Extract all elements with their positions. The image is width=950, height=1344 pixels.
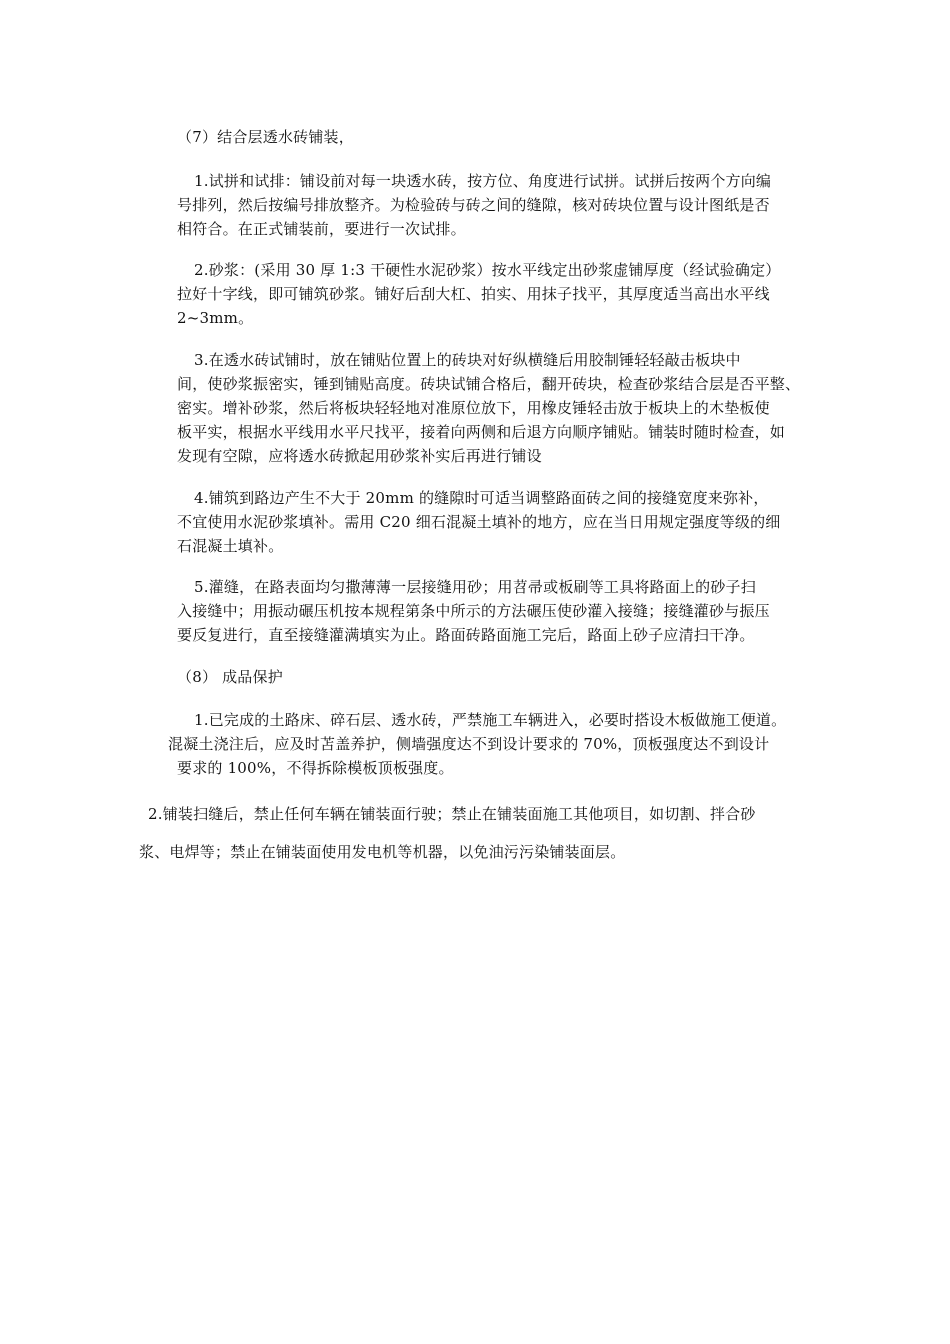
paragraph-line: 2~3mm。 — [177, 309, 254, 327]
paragraph-line: 浆、电焊等；禁止在铺装面使用发电机等机器，以免油污污染铺装面层。 — [139, 843, 626, 861]
paragraph-line: 拉好十字线，即可铺筑砂浆。铺好后刮大杠、拍实、用抹子找平，其厚度适当高出水平线 — [177, 285, 770, 303]
paragraph-line: 号排列，然后按编号排放整齐。为检验砖与砖之间的缝隙，核对砖块位置与设计图纸是否 — [177, 196, 770, 214]
paragraph-line: 4.铺筑到路边产生不大于 20mm 的缝隙时可适当调整路面砖之间的接缝宽度来弥补， — [194, 489, 769, 507]
paragraph-line: 间，使砂浆振密实，锤到铺贴高度。砖块试铺合格后，翻开砖块，检查砂浆结合层是否平整、 — [177, 375, 801, 393]
section-8-heading: （8） 成品保护 — [177, 668, 283, 686]
paragraph-line: 入接缝中；用振动碾压机按本规程第条中所示的方法碾压使砂灌入接缝；接缝灌砂与振压 — [177, 602, 770, 620]
paragraph-line: 板平实，根据水平线用水平尺找平，接着向两侧和后退方向顺序铺贴。铺装时随时检查，如 — [177, 423, 786, 441]
paragraph-line: 2.砂浆：(采用 30 厚 1:3 干硬性水泥砂浆）按水平线定出砂浆虚铺厚度（经试验确定） — [194, 261, 781, 279]
paragraph-line: 2.铺装扫缝后，禁止任何车辆在铺装面行驶；禁止在铺装面施工其他项目，如切割、拌合砂 — [148, 805, 756, 823]
paragraph-line: 发现有空隙，应将透水砖掀起用砂浆补实后再进行铺设 — [177, 447, 542, 465]
paragraph-line: 1.试拼和试排：铺设前对每一块透水砖，按方位、角度进行试拼。试拼后按两个方向编 — [194, 172, 772, 190]
paragraph-line: 混凝土浇注后，应及时苫盖养护，侧墙强度达不到设计要求的 70%，顶板强度达不到设计 — [168, 735, 770, 753]
paragraph-line: 1.已完成的土路床、碎石层、透水砖，严禁施工车辆进入，必要时搭设木板做施工便道。 — [194, 711, 787, 729]
paragraph-line: 石混凝土填补。 — [177, 537, 284, 555]
paragraph-line: 不宜使用水泥砂浆填补。需用 C20 细石混凝土填补的地方，应在当日用规定强度等级的细 — [177, 513, 781, 531]
paragraph-line: 要求的 100%，不得拆除模板顶板强度。 — [177, 759, 454, 777]
paragraph-line: 3.在透水砖试铺时，放在铺贴位置上的砖块对好纵横缝后用胶制锤轻轻敲击板块中 — [194, 351, 741, 369]
section-7-heading: （7）结合层透水砖铺装， — [177, 128, 354, 146]
paragraph-line: 相符合。在正式铺装前，要进行一次试排。 — [177, 220, 466, 238]
paragraph-line: 密实。增补砂浆，然后将板块轻轻地对准原位放下，用橡皮锤轻击放于板块上的木垫板使 — [177, 399, 770, 417]
paragraph-line: 5.灌缝，在路表面均匀撒薄薄一层接缝用砂；用苕帚或板刷等工具将路面上的砂子扫 — [194, 578, 756, 596]
paragraph-line: 要反复进行，直至接缝灌满填实为止。路面砖路面施工完后，路面上砂子应清扫干净。 — [177, 626, 755, 644]
